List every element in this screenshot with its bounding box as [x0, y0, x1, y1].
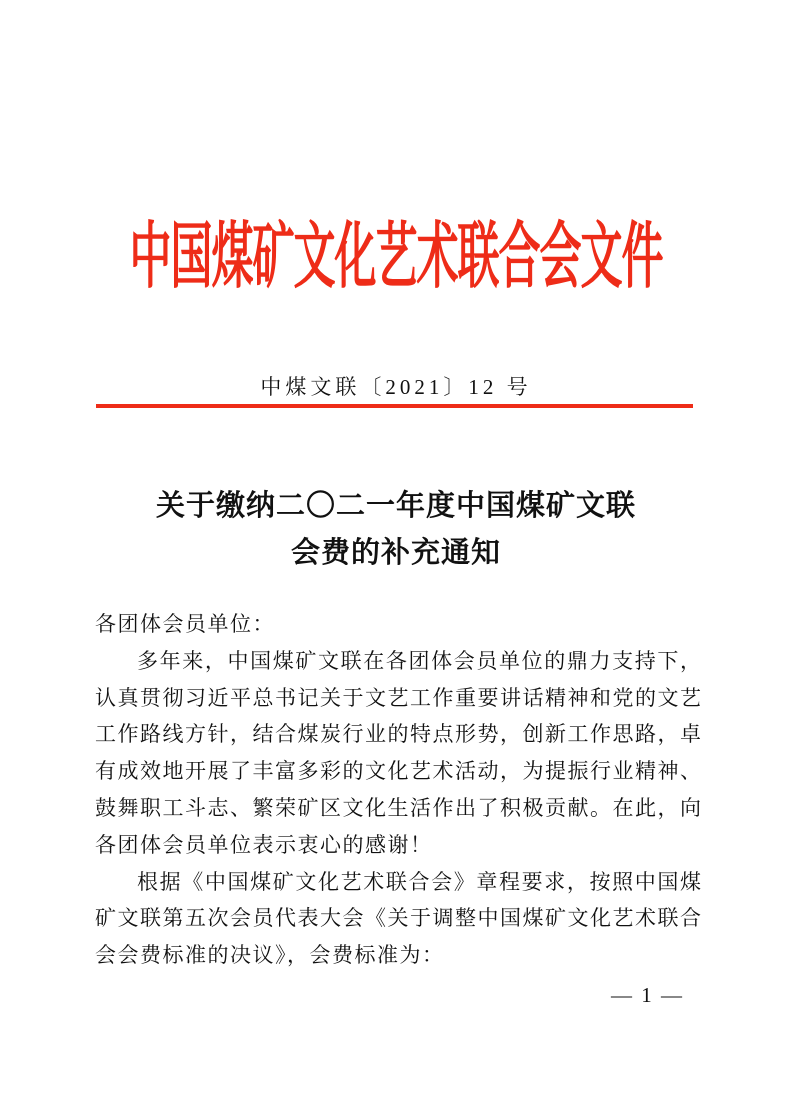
document-body	[95, 606, 701, 974]
document-title	[0, 483, 792, 577]
document-title-line1: 关于缴纳二〇二一年度中国煤矿文联	[155, 490, 636, 522]
body-line: 鼓舞职工斗志、繁荣矿区文化生活作出了积极贡献。在此，向	[95, 795, 701, 820]
body-line: 多年来，中国煤矿文联在各团体会员单位的鼎力支持下，	[137, 648, 701, 673]
page-number: — 1 —	[611, 983, 684, 1007]
red-divider-line	[96, 404, 693, 408]
body-line: 工作路线方针，结合煤炭行业的特点形势，创新工作思路，卓	[95, 722, 701, 747]
body-line: 各团体会员单位：	[95, 612, 275, 636]
body-line: 矿文联第五次会员代表大会《关于调整中国煤矿文化艺术联合	[95, 906, 701, 931]
body-line: 认真贯彻习近平总书记关于文艺工作重要讲话精神和党的文艺	[95, 685, 701, 710]
document-title-line2: 会费的补充通知	[290, 537, 501, 569]
body-line: 根据《中国煤矿文化艺术联合会》章程要求，按照中国煤	[137, 869, 701, 894]
body-line: 各团体会员单位表示衷心的感谢！	[95, 832, 433, 857]
document-header-banner	[0, 214, 792, 299]
body-line: 会会费标准的决议》，会费标准为：	[95, 943, 445, 968]
body-line: 有成效地开展了丰富多彩的文化艺术活动，为提振行业精神、	[95, 759, 701, 784]
document-reference-number: 中煤文联〔2021〕12 号	[260, 375, 532, 399]
agency-banner-title: 中国煤矿文化艺术联合会文件	[129, 219, 663, 299]
